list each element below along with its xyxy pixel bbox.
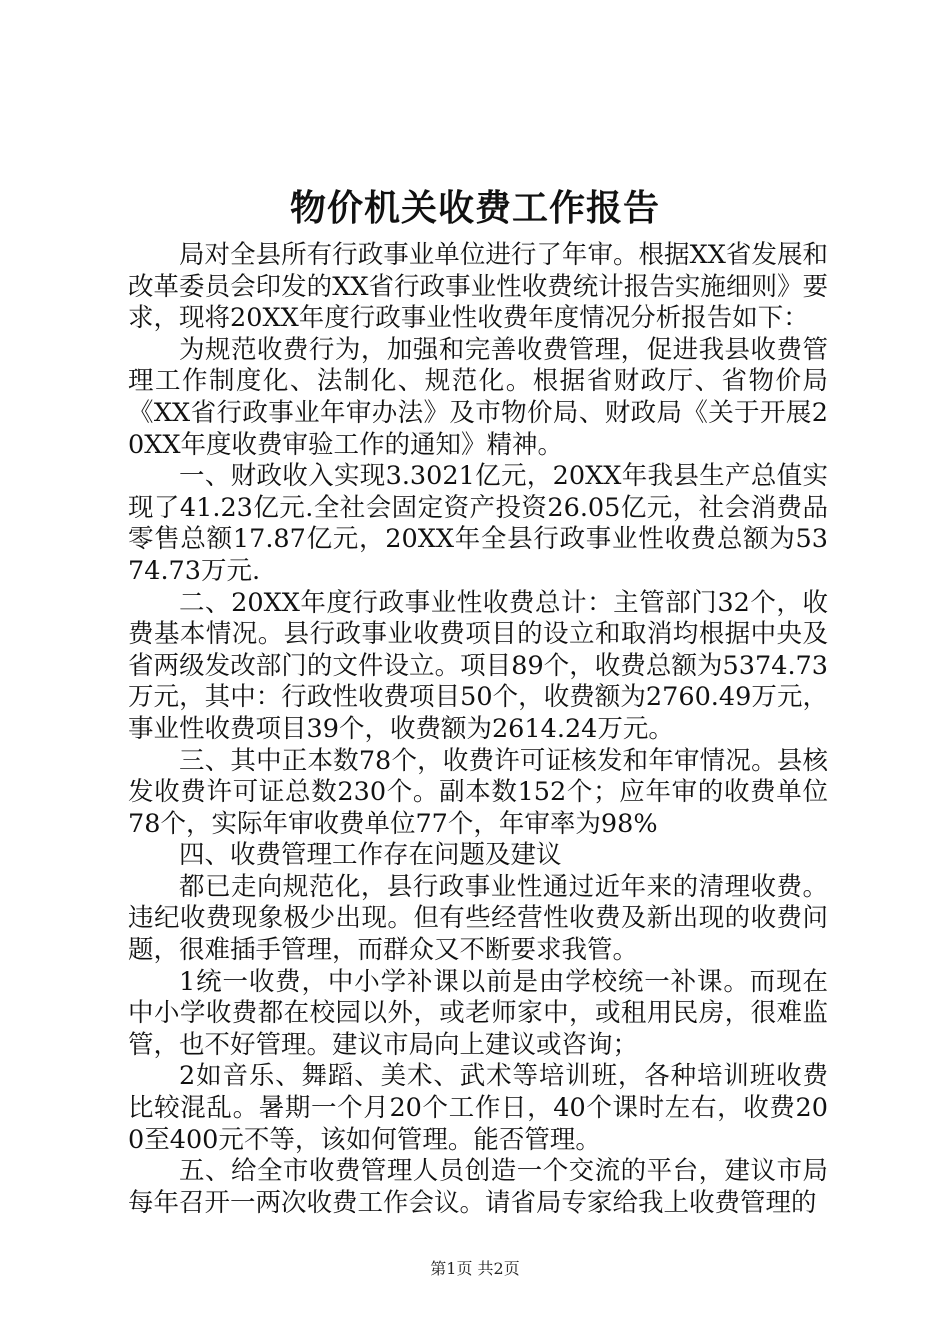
paragraph: 2如音乐、舞蹈、美术、武术等培训班，各种培训班收费比较混乱。暑期一个月20个工作日，40个课时左右，收费200至400元不等，该如何管理。能否管理。: [128, 1061, 828, 1155]
document-title: 物价机关收费工作报告: [289, 187, 660, 229]
paragraph: 二、20XX年度行政事业性收费总计：主管部门32个，收费基本情况。县行政事业收费项目的设立和取消均根据中央及省两级发改部门的文件设立。项目89个，收费总额为5374.73万元，其中：行政性收费项目50个，收费额为2760.49万元，事业性收费项目39个，收费额为2614.24万元。: [128, 587, 828, 744]
paragraph: 为规范收费行为，加强和完善收费管理，促进我县收费管理工作制度化、法制化、规范化。根据省财政厅、省物价局《XX省行政事业年审办法》及市物价局、财政局《关于开展20XX年度收费审验工作的通知》精神。: [128, 334, 828, 460]
paragraph: 四、收费管理工作存在问题及建议: [179, 840, 562, 871]
paragraph: 五、给全市收费管理人员创造一个交流的平台，建议市局每年召开一两次收费工作会议。请省局专家给我上收费管理的: [128, 1156, 828, 1218]
paragraph: 一、财政收入实现3.3021亿元，20XX年我县生产总值实现了41.23亿元.全社会固定资产投资26.05亿元，社会消费品零售总额17.87亿元，20XX年全县行政事业性收费总额为5374.73万元.: [128, 461, 828, 586]
page-number-footer: 第1页 共2页: [430, 1259, 520, 1278]
paragraph: 局对全县所有行政事业单位进行了年审。根据XX省发展和改革委员会印发的XX省行政事业性收费统计报告实施细则》要求，现将20XX年度行政事业性收费年度情况分析报告如下：: [128, 240, 828, 334]
paragraph: 1统一收费，中小学补课以前是由学校统一补课。而现在中小学收费都在校园以外，或老师家中，或租用民房，很难监管，也不好管理。建议市局向上建议或咨询；: [128, 966, 828, 1060]
document-body: [128, 240, 828, 1219]
paragraph: 都已走向规范化，县行政事业性通过近年来的清理收费。违纪收费现象极少出现。但有些经营性收费及新出现的收费问题，很难插手管理，而群众又不断要求我管。: [128, 871, 828, 966]
paragraph: 三、其中正本数78个，收费许可证核发和年审情况。县核发收费许可证总数230个。副本数152个；应年审的收费单位78个，实际年审收费单位77个，年审率为98%: [128, 745, 828, 839]
